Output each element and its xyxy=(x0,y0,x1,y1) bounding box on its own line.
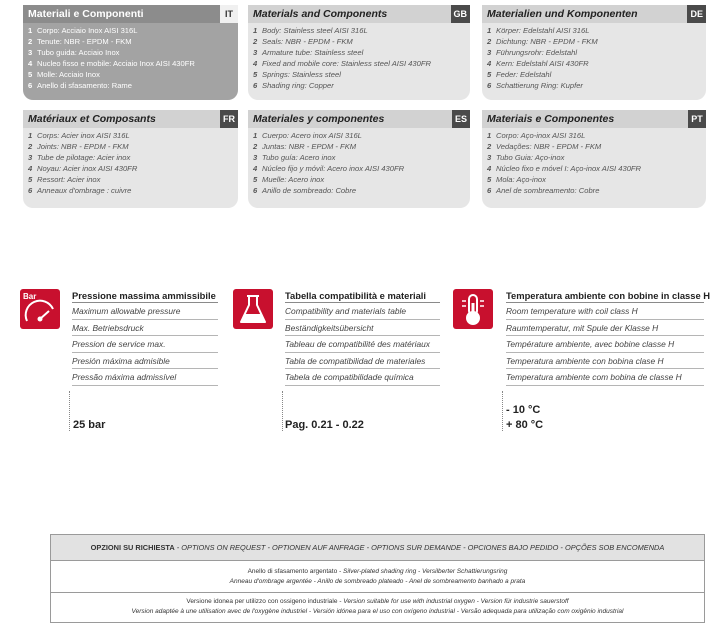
materials-list xyxy=(482,128,706,196)
list-item: 4 Kern: Edelstahl AISI 430FR xyxy=(487,58,589,68)
language-code-badge: ES xyxy=(452,110,470,128)
compatibility-row: Tableau de compatibilité des matériaux xyxy=(285,336,440,353)
materials-list xyxy=(248,23,470,91)
materials-list xyxy=(23,128,238,196)
flask-icon xyxy=(233,289,273,329)
language-code-badge: FR xyxy=(220,110,238,128)
pressure-spec xyxy=(72,289,218,386)
list-item: 4 Núcleo fixo e móvel I: Aço-inox AISI 430FR xyxy=(487,163,642,173)
list-item: 6 Anneaux d'ombrage : cuivre xyxy=(28,185,132,195)
list-item: 6 Anillo de sombreado: Cobre xyxy=(253,185,357,195)
pressure-title: Pressione massima ammissibile xyxy=(72,289,218,303)
materials-box-it xyxy=(23,5,238,100)
temperature-divider xyxy=(502,391,503,431)
list-item: 4 Nucleo fisso e mobile: Acciaio Inox AISI 430FR xyxy=(28,58,195,68)
list-item: 1 Corpo: Aço-inox AISI 316L xyxy=(487,131,586,140)
materials-box-title: Materials and Components GB xyxy=(248,5,470,23)
list-item: 5 Springs: Stainless steel xyxy=(253,69,341,79)
list-item: 3 Armature tube: Stainless steel xyxy=(253,47,364,57)
materials-box-title: Materiali e Componenti IT xyxy=(23,5,238,23)
list-item: 2 Vedações: NBR - EPDM - FKM xyxy=(487,141,602,151)
temperature-spec xyxy=(506,289,711,386)
materials-box-title: Materiais e Componentes PT xyxy=(482,110,706,128)
compatibility-row: Compatibility and materials table xyxy=(285,303,440,320)
compatibility-spec xyxy=(285,289,440,386)
list-item: 6 Anel de sombreamento: Cobre xyxy=(487,185,600,195)
compatibility-row: Tabela de compatibilidade química xyxy=(285,369,440,386)
compatibility-row: Tabla de compatibilidad de materiales xyxy=(285,353,440,370)
list-item: 5 Molle: Acciaio Inox xyxy=(28,69,100,79)
list-item: 2 Joints: NBR - EPDM - FKM xyxy=(28,141,129,151)
option-oxygen-version: Versione idonea per utilizzo con ossigeno industriale - Version suitable for use with industrial oxygen - Version für industrie sauerstoff Version adaptée à une utilisation avec de l'oxygène industriel - Versión idónea para el uso con oxígeno industrial - Versão adequada para utilização com oxigênio industrial xyxy=(131,598,624,615)
list-item: 4 Noyau: Acier inox AISI 430FR xyxy=(28,163,138,173)
materials-box-es xyxy=(248,110,470,208)
materials-list xyxy=(482,23,706,91)
list-item: 5 Mola: Aço-inox xyxy=(487,174,546,184)
pressure-value: 25 bar xyxy=(73,419,106,431)
language-code-badge: IT xyxy=(220,5,238,23)
list-item: 2 Seals: NBR - EPDM - FKM xyxy=(253,36,353,46)
materials-box-pt xyxy=(482,110,706,208)
compatibility-row: Beständigkeitsübersicht xyxy=(285,320,440,337)
list-item: 6 Shading ring: Copper xyxy=(253,80,334,90)
list-item: 4 Fixed and mobile core: Stainless steel AISI 430FR xyxy=(253,58,431,68)
pressure-row: Maximum allowable pressure xyxy=(72,303,218,320)
temperature-row: Room temperature with coil class H xyxy=(506,303,704,320)
list-item: 4 Núcleo fijo y móvil: Acero inox AISI 430FR xyxy=(253,163,405,173)
list-item: 2 Tenute: NBR - EPDM - FKM xyxy=(28,36,132,46)
materials-box-gb xyxy=(248,5,470,100)
list-item: 1 Corps: Acier inox AISI 316L xyxy=(28,131,130,140)
pressure-row: Pressão máxima admissível xyxy=(72,369,218,386)
temperature-max-value: + 80 °C xyxy=(506,419,544,431)
temperature-row: Raumtemperatur, mit Spule der Klasse H xyxy=(506,320,704,337)
list-item: 2 Juntas: NBR - EPDM - FKM xyxy=(253,141,357,151)
materials-box-fr xyxy=(23,110,238,208)
list-item: 5 Feder: Edelstahl xyxy=(487,69,552,79)
language-code-badge: GB xyxy=(451,5,471,23)
thermometer-icon xyxy=(453,289,493,329)
list-item: 3 Tube de pilotage: Acier inox xyxy=(28,152,131,162)
list-item: 3 Führungsrohr: Edelstahl xyxy=(487,47,578,57)
pressure-row: Max. Betriebsdruck xyxy=(72,320,218,337)
compatibility-value: Pag. 0.21 - 0.22 xyxy=(285,419,364,431)
list-item: 3 Tubo Guia: Aço-inox xyxy=(487,152,565,162)
pressure-gauge-icon xyxy=(20,289,60,329)
compatibility-divider xyxy=(282,391,283,431)
list-item: 6 Anello di sfasamento: Rame xyxy=(28,80,132,90)
list-item: 6 Schattierung Ring: Kupfer xyxy=(487,80,583,90)
materials-box-title: Matériaux et Composants FR xyxy=(23,110,238,128)
list-item: 5 Ressort: Acier inox xyxy=(28,174,101,184)
materials-list xyxy=(23,23,238,91)
option-shading-ring: Anello di sfasamento argentato - Silver-plated shading ring - Versilberter Schattierungsring Anneau d'ombrage argentée - Anillo de sombreado plateado - Anel de sombreamento banhado a prata xyxy=(51,561,704,593)
list-item: 1 Body: Stainless steel AISI 316L xyxy=(253,26,368,35)
pressure-row: Pression de service max. xyxy=(72,336,218,353)
list-item: 2 Dichtung: NBR - EPDM - FKM xyxy=(487,36,598,46)
compatibility-title: Tabella compatibilità e materiali xyxy=(285,289,440,303)
pressure-icon-label: Bar xyxy=(23,292,37,301)
list-item: 1 Körper: Edelstahl AISI 316L xyxy=(487,26,590,35)
language-code-badge: DE xyxy=(687,5,706,23)
options-table xyxy=(50,534,705,623)
options-header: OPZIONI SU RICHIESTA - OPTIONS ON REQUEST - OPTIONEN AUF ANFRAGE - OPTIONS SUR DEMANDE - OPCIONES BAJO PEDIDO - OPÇÕES SOB ENCOMENDA xyxy=(51,535,704,561)
list-item: 1 Cuerpo: Acero inox AISI 316L xyxy=(253,131,362,140)
language-code-badge: PT xyxy=(688,110,706,128)
materials-box-title: Materialien und Komponenten DE xyxy=(482,5,706,23)
temperature-title: Temperatura ambiente con bobine in classe H xyxy=(506,290,711,301)
pressure-row: Presión máxima admisible xyxy=(72,353,218,370)
materials-box-de xyxy=(482,5,706,100)
temperature-row: Température ambiente, avec bobine classe H xyxy=(506,336,704,353)
materials-list xyxy=(248,128,470,196)
list-item: 3 Tubo guía: Acero inox xyxy=(253,152,336,162)
temperature-min-value: - 10 °C xyxy=(506,404,541,416)
list-item: 1 Corpo: Acciaio Inox AISI 316L xyxy=(28,26,138,35)
pressure-divider xyxy=(69,391,70,431)
list-item: 5 Muelle: Acero inox xyxy=(253,174,325,184)
materials-box-title: Materiales y componentes ES xyxy=(248,110,470,128)
list-item: 3 Tubo guida: Acciaio Inox xyxy=(28,47,120,57)
temperature-row: Temperatura ambiente con bobina clase H xyxy=(506,353,704,370)
temperature-row: Temperatura ambiente com bobina de classe H xyxy=(506,369,704,386)
